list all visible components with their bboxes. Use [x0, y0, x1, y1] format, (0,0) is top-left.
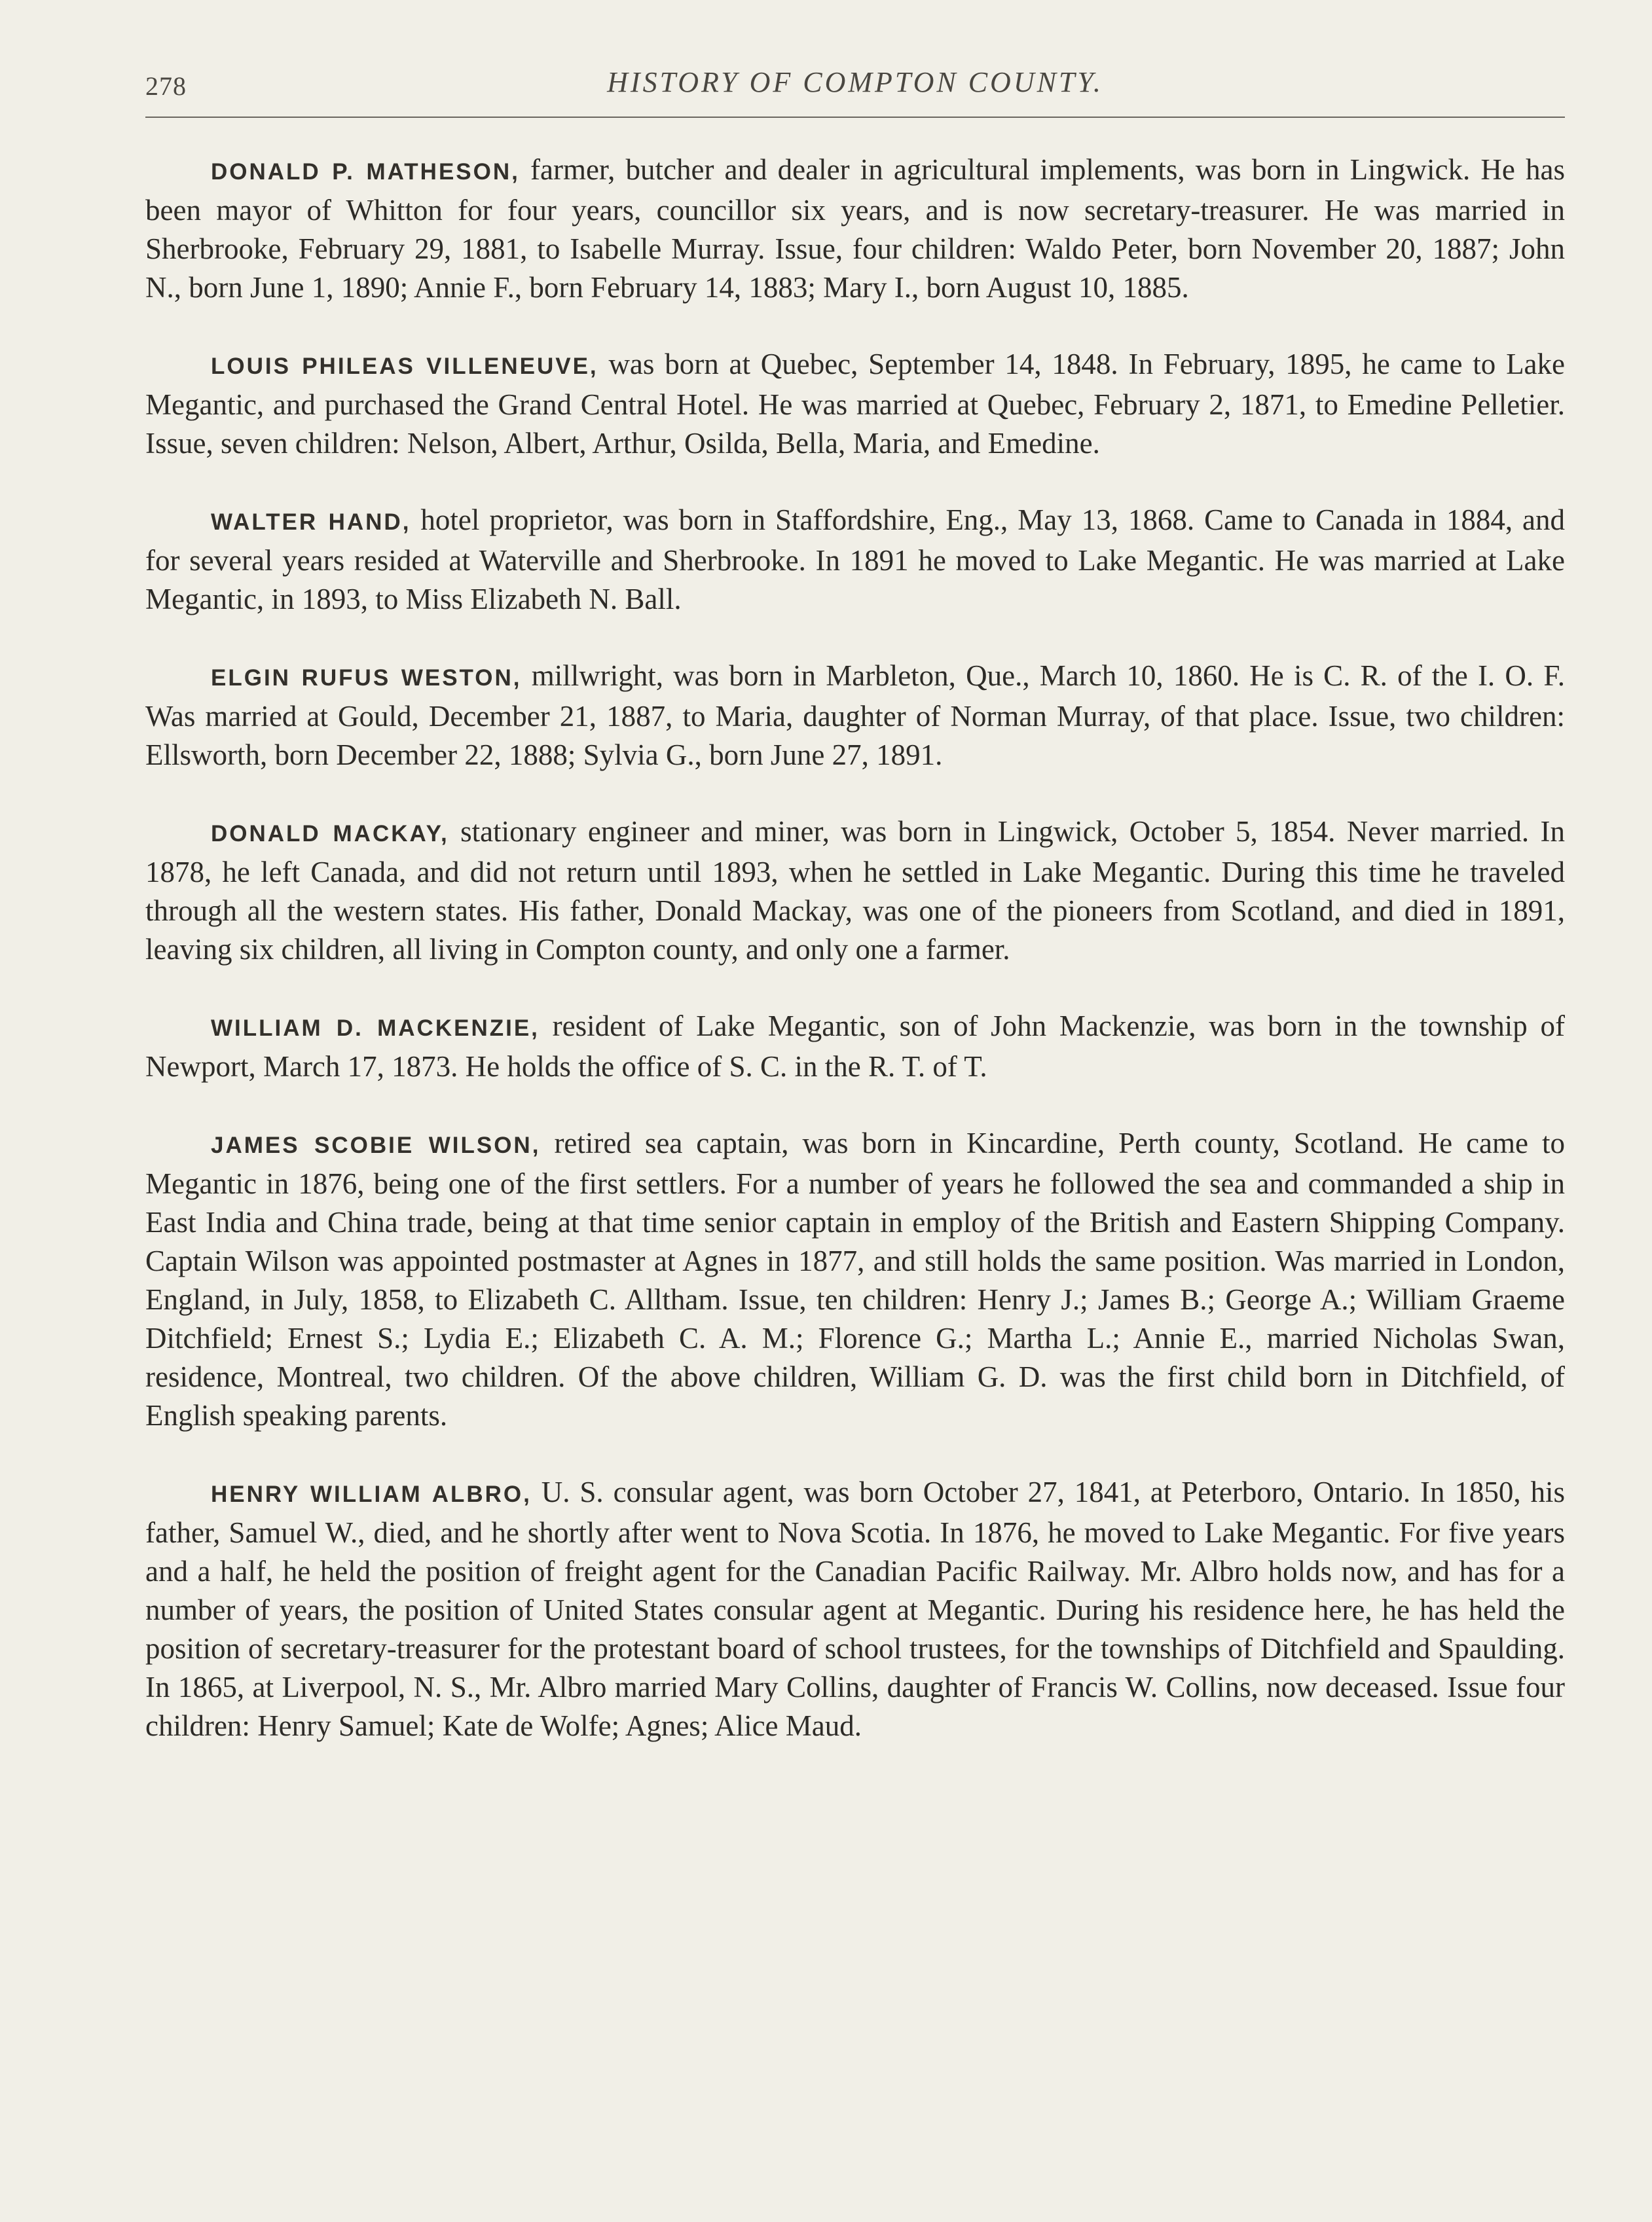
biography-entry-elgin-rufus-weston: [145, 657, 1565, 774]
entry-name: HENRY WILLIAM ALBRO,: [211, 1482, 532, 1507]
biography-entry-donald-p-matheson: [145, 151, 1565, 307]
biography-entry-james-scobie-wilson: [145, 1124, 1565, 1435]
entry-text: U. S. consular agent, was born October 27, 1841, at Peterboro, Ontario. In 1850, his father, Samuel W., died, and he shortly after went to Nova Scotia. In 1876, he moved to Lake Megantic. For five years and a half, he held the position of freight agent for the Canadian Pacific Railway. Mr. Albro holds now, and has for a number of years, the position of United States consular agent at Megantic. During his residence here, he has held the position of secretary-treasurer for the protestant board of school trustees, for the townships of Ditchfield and Spaulding. In 1865, at Liverpool, N. S., Mr. Albro married Mary Collins, daughter of Francis W. Collins, now deceased. Issue four children: Henry Samuel; Kate de Wolfe; Agnes; Alice Maud.: [145, 1476, 1566, 1742]
entry-name: DONALD P. MATHESON,: [211, 159, 520, 185]
page-number: 278: [145, 71, 187, 101]
entry-text: was born at Quebec, September 14, 1848. In February, 1895, he came to Lake Megantic, and purchased the Grand Central Hotel. He was married at Quebec, February 2, 1871, to Emedine Pelletier. Issue, seven children: Nelson, Albert, Arthur, Osilda, Bella, Maria, and Emedine.: [145, 348, 1566, 460]
entry-text: millwright, was born in Marbleton, Que., March 10, 1860. He is C. R. of the I. O. F. Was married at Gould, December 21, 1887, to Maria, daughter of Norman Murray, of that place. Issue, two children: Ellsworth, born December 22, 1888; Sylvia G., born June 27, 1891.: [145, 659, 1565, 771]
entry-text: farmer, butcher and dealer in agricultural implements, was born in Lingwick. He has been mayor of Whitton for four years, councillor six years, and is now secretary-treasurer. He was married in Sherbrooke, February 29, 1881, to Isabelle Murray. Issue, four children: Waldo Peter, born November 20, 1887; John N., born June 1, 1890; Annie F., born February 14, 1883; Mary I., born August 10, 1885.: [145, 153, 1565, 304]
header-rule: [145, 117, 1565, 118]
entry-name: WALTER HAND,: [211, 509, 411, 535]
entry-name: JAMES SCOBIE WILSON,: [211, 1133, 541, 1158]
biography-entry-henry-william-albro: [145, 1473, 1565, 1745]
entry-name: DONALD MACKAY,: [211, 821, 449, 847]
entry-text: stationary engineer and miner, was born in Lingwick, October 5, 1854. Never married. In 1878, he left Canada, and did not return until 1893, when he settled in Lake Megantic. During this time he traveled through all the western states. His father, Donald Mackay, was one of the pioneers from Scotland, and died in 1891, leaving six children, all living in Compton county, and only one a farmer.: [145, 815, 1565, 966]
biography-entries: [145, 151, 1565, 1783]
biography-entry-donald-mackay: [145, 812, 1565, 969]
biography-entry-william-d-mackenzie: [145, 1007, 1565, 1086]
biography-entry-walter-hand: [145, 501, 1565, 619]
entry-text: resident of Lake Megantic, son of John Mackenzie, was born in the township of Newport, March 17, 1873. He holds the office of S. C. in the R. T. of T.: [145, 1010, 1565, 1083]
entry-name: ELGIN RUFUS WESTON,: [211, 665, 522, 691]
running-title: HISTORY OF COMPTON COUNTY.: [607, 66, 1103, 98]
entry-name: LOUIS PHILEAS VILLENEUVE,: [211, 354, 598, 379]
entry-text: hotel proprietor, was born in Staffordshire, Eng., May 13, 1868. Came to Canada in 1884, and for several years resided at Waterville and Sherbrooke. In 1891 he moved to Lake Megantic. He was married at Lake Megantic, in 1893, to Miss Elizabeth N. Ball.: [145, 503, 1565, 615]
biography-entry-louis-phileas-villeneuve: [145, 345, 1565, 463]
entry-name: WILLIAM D. MACKENZIE,: [211, 1015, 540, 1041]
page-header: [145, 65, 1565, 111]
entry-text: retired sea captain, was born in Kincardine, Perth county, Scotland. He came to Megantic in 1876, being one of the first settlers. For a number of years he followed the sea and commanded a ship in East India and China trade, being at that time senior captain in employ of the British and Eastern Shipping Company. Captain Wilson was appointed postmaster at Agnes in 1877, and still holds the same position. Was married in London, England, in July, 1858, to Elizabeth C. Alltham. Issue, ten children: Henry J.; James B.; George A.; William Graeme Ditchfield; Ernest S.; Lydia E.; Elizabeth C. A. M.; Florence G.; Martha L.; Annie E., married Nicholas Swan, residence, Montreal, two children. Of the above children, William G. D. was the first child born in Ditchfield, of English speaking parents.: [145, 1127, 1565, 1432]
